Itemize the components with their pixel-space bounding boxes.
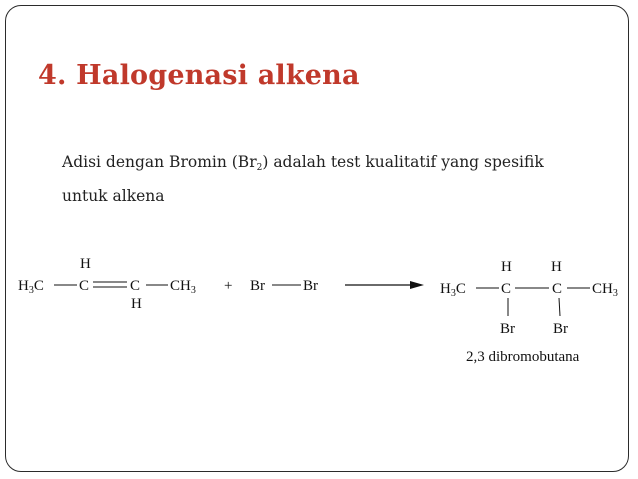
description-line-1-start: Adisi dengan Bromin (Br — [62, 153, 257, 171]
plus-sign: + — [224, 278, 233, 294]
bromine-subscript: 2 — [256, 163, 263, 173]
reagent-bromine — [250, 278, 318, 294]
product-h2: H — [551, 259, 562, 275]
description-line-2: untuk alkena — [62, 187, 165, 205]
product-name: 2,3 dibromobutana — [466, 349, 580, 365]
product-c2: C — [552, 281, 563, 297]
alkene-h-top: H — [80, 256, 91, 272]
product-h1: H — [501, 259, 512, 275]
alkene-h-bottom: H — [131, 296, 142, 312]
product-br2: Br — [553, 321, 568, 337]
product-br1: Br — [500, 321, 515, 337]
description-line-1-end: ) adalah test kualitatif yang spesifik — [262, 153, 544, 171]
reaction-arrow — [345, 281, 424, 289]
alkene-c1: C — [79, 278, 90, 294]
product-br2-bond — [559, 298, 560, 316]
slide-title: 4. Halogenasi alkena — [38, 60, 360, 91]
product-c1: C — [501, 281, 512, 297]
alkene-c2: C — [130, 278, 141, 294]
product-right-methyl: $CH_3$ — [592, 281, 618, 299]
alkene-left-methyl: $H_3C$ — [18, 278, 44, 296]
bromine-atom-1: Br — [250, 278, 265, 294]
reactant-alkene — [18, 256, 196, 312]
alkene-right-methyl: $CH_3$ — [170, 278, 196, 296]
product-left-methyl: $H_3C$ — [440, 281, 466, 299]
product-dibromobutane — [440, 259, 618, 365]
bromine-atom-2: Br — [303, 278, 318, 294]
